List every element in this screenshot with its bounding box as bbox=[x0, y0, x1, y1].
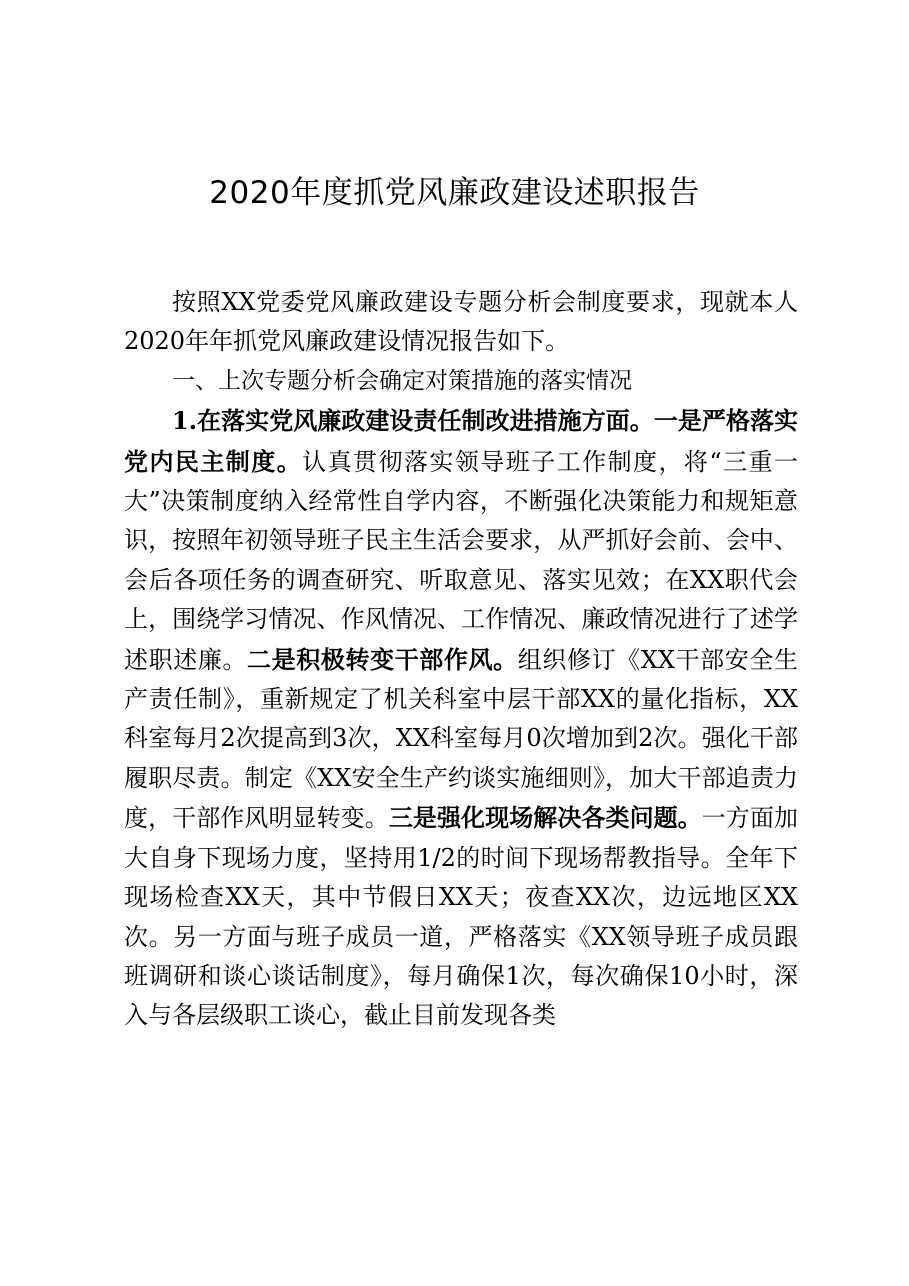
point-2-title: 二是积极转变干部作风。 bbox=[247, 644, 518, 674]
document-title: 2020年度抓党风廉政建设述职报告 bbox=[209, 175, 700, 211]
point-3-title: 三是强化现场解决各类问题。 bbox=[388, 803, 702, 833]
item-paragraph bbox=[124, 401, 798, 1036]
point-3-text: 一方面加大自身下现场力度，坚持用1/2的时间下现场帮教指导。全年下现场检查XX天，其中节假日XX天；夜查XX次，边远地区XX次。另一方面与班子成员一道，严格落实《XX领导班子成员跟班调研和谈心谈话制度》，每月确保1次，每次确保10小时，深入与各层级职工谈心，截止目前发现各类 bbox=[124, 804, 799, 1030]
point-1-title: 一是严格落实党内民主制度。 bbox=[124, 406, 798, 476]
point-1-text: 认真贯彻落实领导班子工作制度，将“三重一大”决策制度纳入经常性自学内容，不断强化决策能力和规矩意识，按照年初领导班子民主生活会要求，从严抓好会前、会中、会后各项任务的调查研究、听取意见、落实见效；在XX职代会上，围绕学习情况、作风情况、工作情况、廉政情况进行了述学述职述廉。 bbox=[124, 447, 798, 674]
document-body bbox=[124, 283, 798, 1036]
intro-paragraph: 按照XX党委党风廉政建设专题分析会制度要求，现就本人2020年年抓党风廉政建设情况报告如下。 bbox=[124, 288, 798, 356]
item-lead: 1.在落实党风廉政建设责任制改进措施方面。 bbox=[172, 406, 654, 436]
point-2-text: 组织修订《XX干部安全生产责任制》，重新规定了机关科室中层干部XX的量化指标，XX科室每月2次提高到3次，XX科室每月0次增加到2次。强化干部履职尽责。制定《XX安全生产约谈实施细则》，加大干部追责力度，干部作风明显转变。 bbox=[124, 645, 799, 833]
section-heading: 一、上次专题分析会确定对策措施的落实情况 bbox=[172, 367, 632, 394]
